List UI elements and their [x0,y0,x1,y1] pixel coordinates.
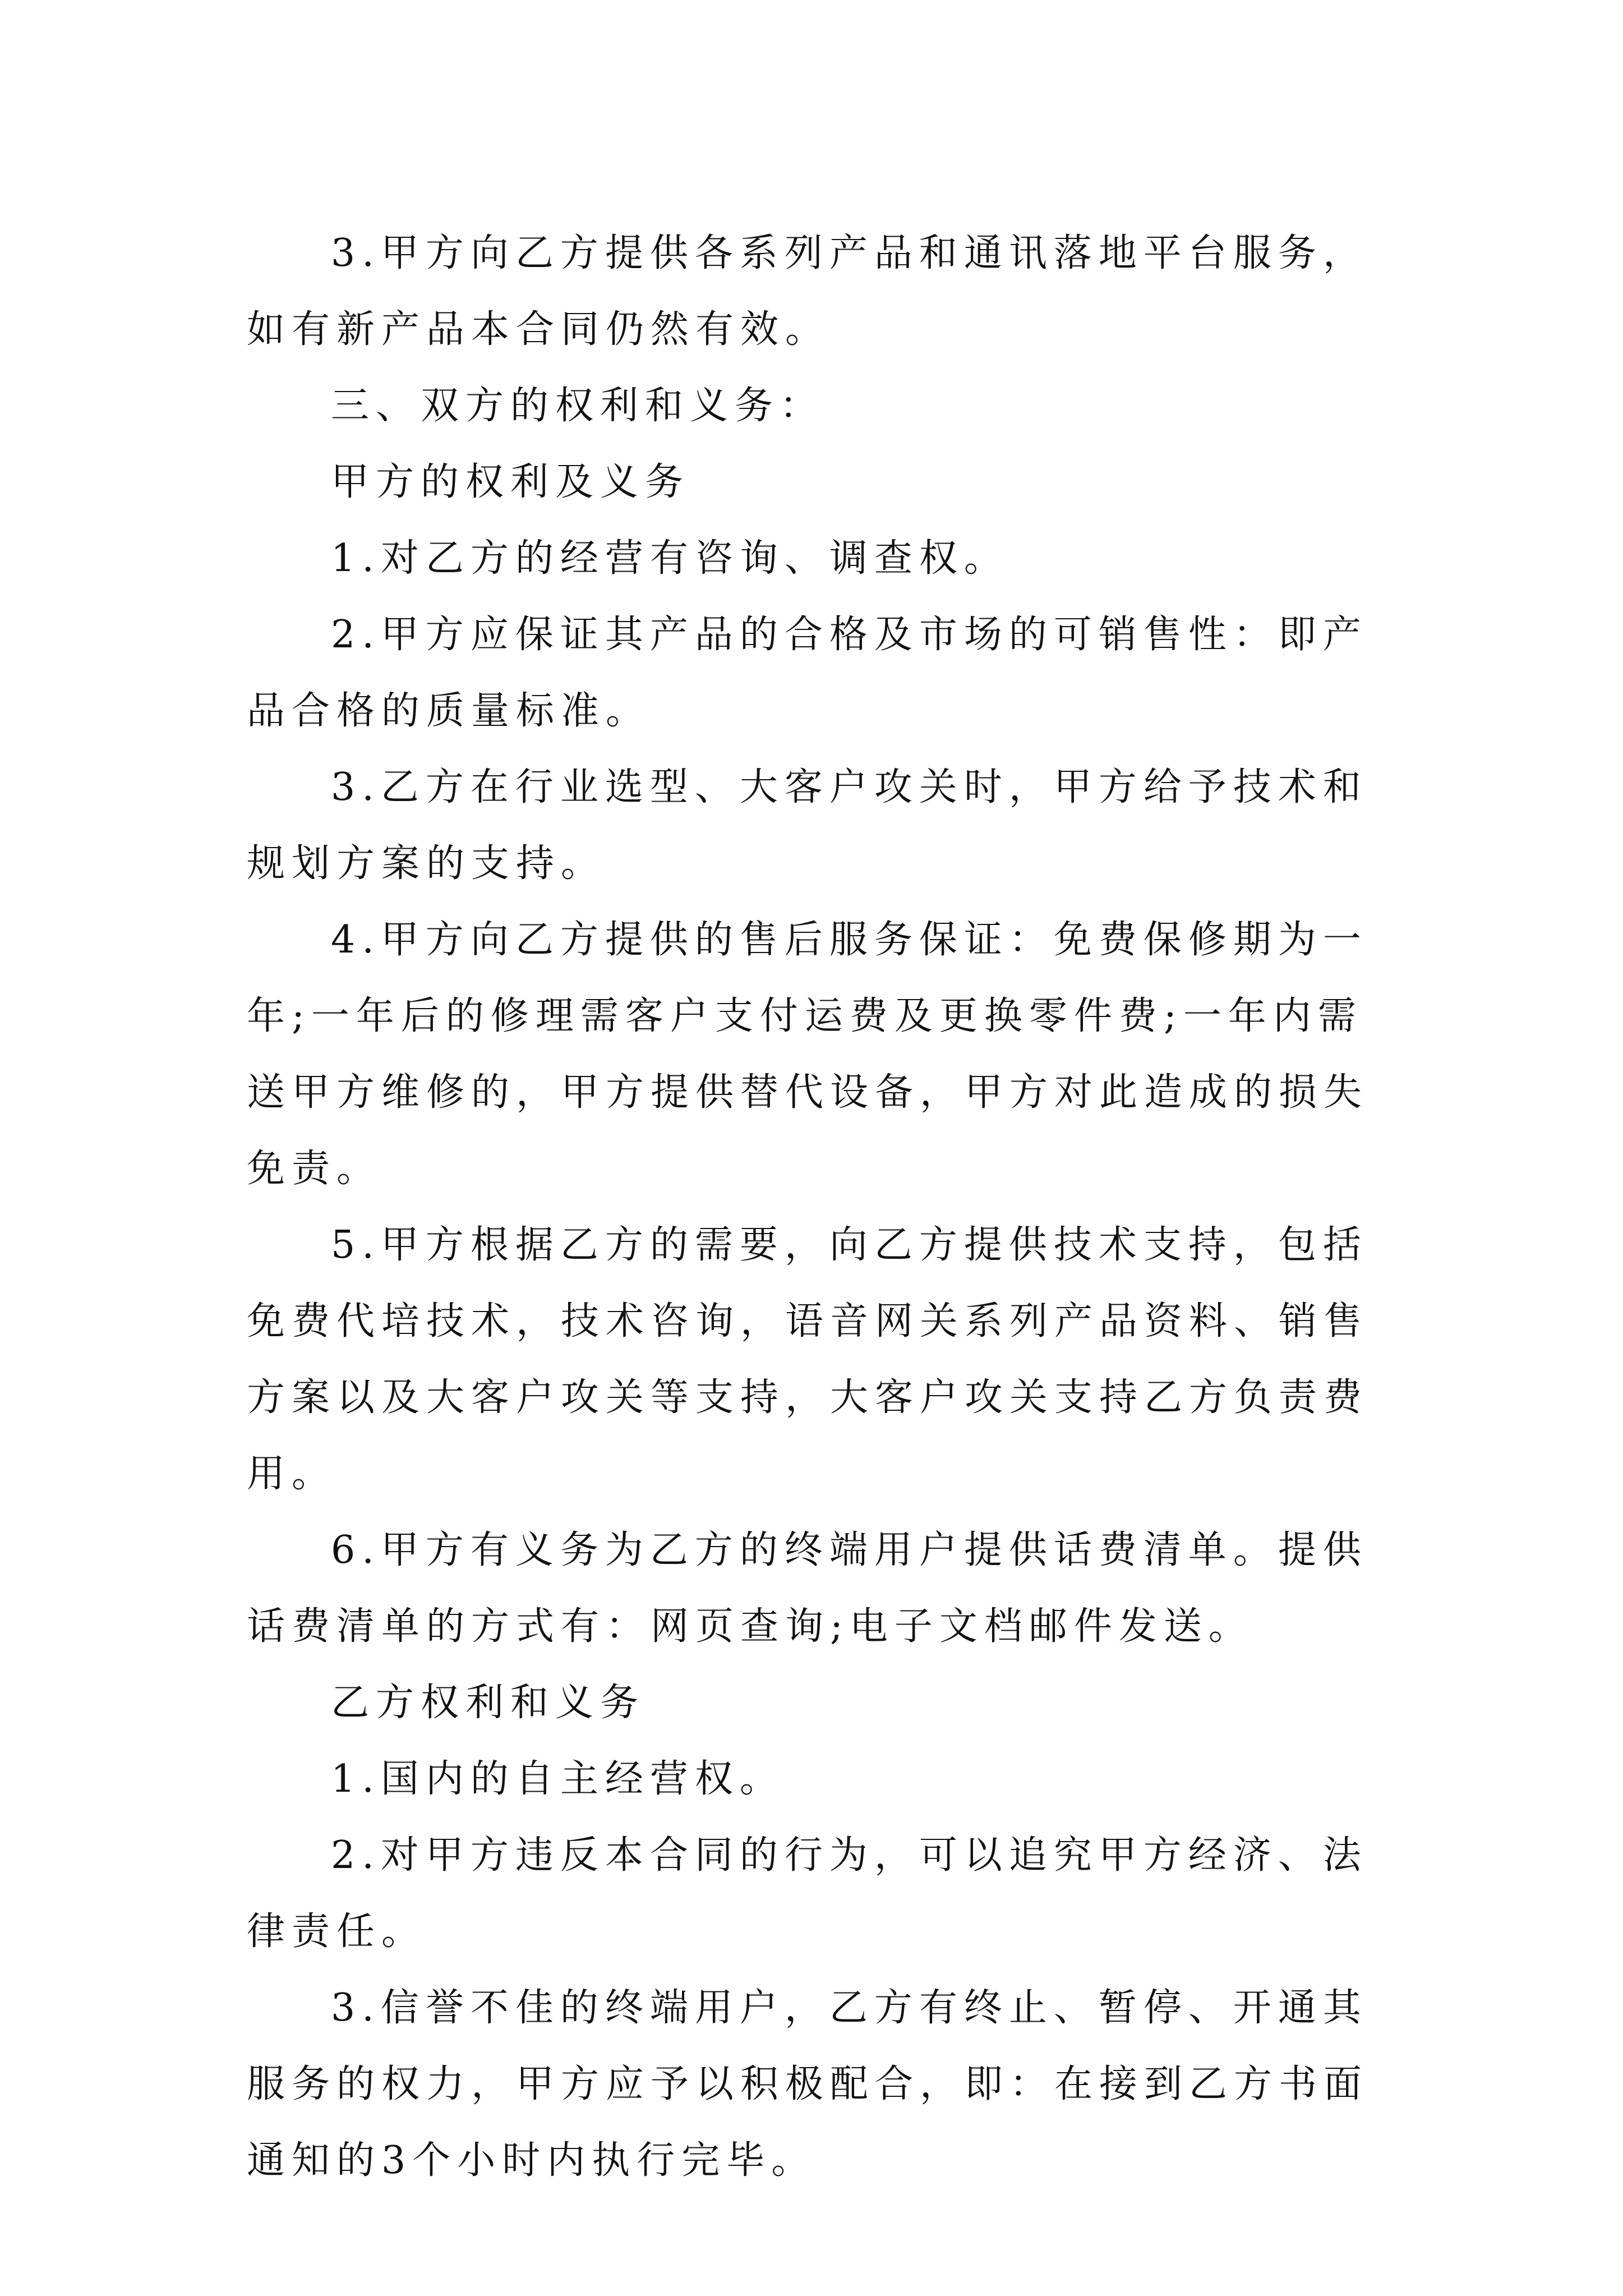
document-body [247,215,1391,2199]
subheading-party-b-rights: 乙方权利和义务 [331,1681,645,1725]
paragraph-a-clause-6: 6.甲方有义务为乙方的终端用户提供话费清单。提供话费清单的方式有：网页查询;电子文档邮件发送。 [247,1528,1368,1649]
paragraph-a-clause-3: 3.乙方在行业选型、大客户攻关时，甲方给予技术和规划方案的支持。 [247,765,1368,886]
section-heading-rights-obligations: 三、双方的权利和义务： [331,384,825,428]
paragraph-b-clause-3: 3.信誉不佳的终端用户，乙方有终止、暂停、开通其服务的权力，甲方应予以积极配合，即：在接到乙方书面通知的3个小时内执行完毕。 [247,1986,1369,2183]
paragraph-a-clause-5: 5.甲方根据乙方的需要，向乙方提供技术支持，包括免费代培技术，技术咨询，语音网关系列产品资料、销售方案以及大客户攻关等支持，大客户攻关支持乙方负责费用。 [247,1223,1369,1496]
paragraph-a-clause-4: 4.甲方向乙方提供的售后服务保证：免费保修期为一年;一年后的修理需客户支付运费及更换零件费;一年内需送甲方维修的，甲方提供替代设备，甲方对此造成的损失免责。 [247,918,1369,1191]
paragraph-b-clause-1: 1.国内的自主经营权。 [331,1757,785,1801]
paragraph-clause-3-products: 3.甲方向乙方提供各系列产品和通讯落地平台服务，如有新产品本合同仍然有效。 [247,231,1368,352]
paragraph-b-clause-2: 2.对甲方违反本合同的行为，可以追究甲方经济、法律责任。 [247,1833,1368,1954]
paragraph-a-clause-2: 2.甲方应保证其产品的合格及市场的可销售性：即产品合格的质量标准。 [247,613,1368,733]
paragraph-a-clause-1: 1.对乙方的经营有咨询、调查权。 [331,536,1009,581]
subheading-party-a-rights: 甲方的权利及义务 [331,460,690,504]
